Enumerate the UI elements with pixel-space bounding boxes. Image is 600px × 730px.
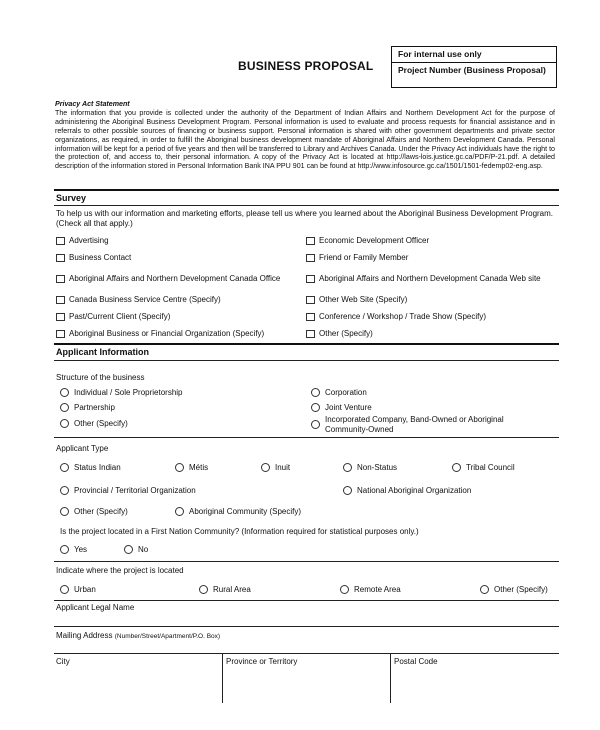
radio[interactable] — [311, 388, 320, 397]
option-label: Aboriginal Business or Financial Organization (Specify) — [69, 329, 265, 338]
option-label: Other (Specify) — [74, 419, 128, 428]
option-label: Other (Specify) — [74, 507, 128, 516]
option-label: Tribal Council — [466, 463, 515, 472]
structure-option[interactable] — [311, 415, 521, 435]
radio[interactable] — [343, 486, 352, 495]
project-number-label: Project Number (Business Proposal) — [398, 65, 546, 75]
type-option[interactable] — [60, 507, 128, 516]
radio[interactable] — [60, 419, 69, 428]
type-option[interactable] — [343, 486, 471, 495]
checkbox[interactable] — [306, 275, 315, 283]
first-nation-yes[interactable] — [60, 545, 87, 554]
location-option[interactable] — [340, 585, 401, 594]
type-option[interactable] — [452, 463, 515, 472]
first-nation-question: Is the project located in a First Nation Community? (Information required for statistical purposes only.) — [60, 527, 419, 536]
structure-option[interactable] — [60, 388, 183, 397]
city-field[interactable]: City — [56, 657, 70, 666]
survey-option[interactable] — [306, 274, 541, 283]
radio[interactable] — [199, 585, 208, 594]
option-label: Past/Current Client (Specify) — [69, 312, 171, 321]
applicant-heading-rule — [54, 360, 559, 361]
survey-heading-rule — [54, 205, 559, 206]
option-label: Aboriginal Affairs and Northern Development Canada Web site — [319, 274, 541, 283]
type-option[interactable] — [343, 463, 397, 472]
option-label: Aboriginal Community (Specify) — [189, 507, 302, 516]
location-option[interactable] — [60, 585, 96, 594]
rule-location — [54, 600, 559, 601]
option-label: Partnership — [74, 403, 115, 412]
postal-code-field[interactable]: Postal Code — [394, 657, 438, 666]
option-label: Remote Area — [354, 585, 401, 594]
rule-first-nation — [54, 561, 559, 562]
option-label: Joint Venture — [325, 403, 372, 412]
option-label: Other (Specify) — [494, 585, 548, 594]
radio[interactable] — [60, 545, 69, 554]
survey-option[interactable] — [306, 329, 373, 338]
option-label: Urban — [74, 585, 96, 594]
survey-option[interactable] — [306, 253, 408, 262]
option-label: Other (Specify) — [319, 329, 373, 338]
option-label: Non-Status — [357, 463, 398, 472]
survey-option[interactable] — [306, 295, 407, 304]
mailing-address-field[interactable] — [56, 631, 220, 642]
first-nation-no[interactable] — [124, 545, 148, 554]
structure-option[interactable] — [60, 403, 115, 412]
option-label: Corporation — [325, 388, 367, 397]
option-label: Provincial / Territorial Organization — [74, 486, 196, 495]
radio[interactable] — [60, 388, 69, 397]
type-option[interactable] — [60, 463, 121, 472]
location-label: Indicate where the project is located — [56, 566, 184, 575]
type-option[interactable] — [261, 463, 290, 472]
radio[interactable] — [60, 403, 69, 412]
radio[interactable] — [175, 507, 184, 516]
survey-option[interactable] — [306, 312, 486, 321]
checkbox[interactable] — [306, 296, 315, 304]
radio[interactable] — [124, 545, 133, 554]
structure-option[interactable] — [311, 403, 372, 412]
structure-option[interactable] — [311, 388, 367, 397]
option-label: Other Web Site (Specify) — [319, 295, 408, 304]
location-option[interactable] — [199, 585, 251, 594]
option-label: Economic Development Officer — [319, 236, 430, 245]
checkbox[interactable] — [56, 237, 65, 245]
rule-structure — [54, 437, 559, 438]
privacy-heading: Privacy Act Statement — [55, 100, 130, 108]
privacy-statement — [55, 100, 555, 171]
radio[interactable] — [261, 463, 270, 472]
structure-label: Structure of the business — [56, 373, 145, 382]
location-option[interactable] — [480, 585, 548, 594]
option-label: Friend or Family Member — [319, 253, 409, 262]
province-field[interactable]: Province or Territory — [226, 657, 298, 666]
option-label: Status Indian — [74, 463, 121, 472]
mailing-address-hint: (Number/Street/Apartment/P.O. Box) — [114, 633, 221, 640]
option-label: Rural Area — [213, 585, 251, 594]
survey-option[interactable] — [56, 329, 264, 338]
applicant-type-label: Applicant Type — [56, 444, 109, 453]
internal-use-label: For internal use only — [392, 47, 556, 63]
checkbox[interactable] — [306, 254, 315, 262]
radio[interactable] — [480, 585, 489, 594]
survey-option[interactable] — [56, 253, 131, 262]
structure-option[interactable] — [60, 419, 128, 428]
survey-option[interactable] — [56, 274, 280, 283]
legal-name-field[interactable]: Applicant Legal Name — [56, 603, 135, 612]
radio[interactable] — [175, 463, 184, 472]
rule-legal-name — [54, 626, 559, 627]
radio[interactable] — [60, 585, 69, 594]
checkbox[interactable] — [306, 237, 315, 245]
radio[interactable] — [311, 403, 320, 412]
option-label: Conference / Workshop / Trade Show (Specify) — [319, 312, 487, 321]
option-label: Yes — [74, 545, 88, 554]
rule-mailing — [54, 653, 559, 654]
survey-option[interactable] — [56, 236, 109, 245]
checkbox[interactable] — [56, 296, 65, 304]
survey-intro: To help us with our information and marketing efforts, please tell us where you learned about the Aboriginal Business Development Program. (Check all that apply.) — [56, 209, 554, 228]
radio[interactable] — [343, 463, 352, 472]
option-label: Individual / Sole Proprietorship — [74, 388, 183, 397]
survey-top-rule — [54, 189, 559, 191]
survey-option[interactable] — [56, 295, 221, 304]
mailing-address-label: Mailing Address — [56, 631, 113, 640]
option-label: National Aboriginal Organization — [357, 486, 472, 495]
checkbox[interactable] — [306, 330, 315, 338]
option-label: Incorporated Company, Band-Owned or Aboriginal Community-Owned — [325, 415, 504, 434]
option-label: Aboriginal Affairs and Northern Development Canada Office — [69, 274, 281, 283]
option-label: Canada Business Service Centre (Specify) — [69, 295, 221, 304]
type-option[interactable] — [175, 507, 301, 516]
survey-option[interactable] — [306, 236, 429, 245]
checkbox[interactable] — [56, 313, 65, 321]
privacy-body: The information that you provide is collected under the authority of the Department of Indian Affairs and Northern Development Act for the purpose of administering the Aboriginal Business Development Program. Personal information is used to evaluate and process requests for financial assistance and in referrals to other possible sources of financing or business support. Personal information is shared with other government departments and private sector organizations, as required, in order to fulfill the Aboriginal business development mandate of Aboriginal Affairs and Northern Development Canada. Personal information will be kept for a period of five years and then will be transferred to Library and Archives Canada. Under the Privacy Act individuals have the right to the protection of, and access to, their personal information. A copy of the Privacy Act is located at http://laws-lois.justice.gc.ca/PDF/P-21.pdf. A detailed description of the information stored in Personal Information Bank INA PPU 901 can be found at http://www.infosource.gc.ca/1501/1501-fedemp02-eng.asp. — [55, 108, 555, 171]
radio[interactable] — [452, 463, 461, 472]
option-label: No — [138, 545, 149, 554]
radio[interactable] — [60, 507, 69, 516]
city-divider — [222, 653, 223, 703]
form-title: BUSINESS PROPOSAL — [238, 59, 374, 73]
applicant-top-rule — [54, 343, 559, 345]
checkbox[interactable] — [306, 313, 315, 321]
type-option[interactable] — [60, 486, 196, 495]
option-label: Métis — [189, 463, 209, 472]
radio[interactable] — [311, 420, 320, 429]
option-label: Inuit — [275, 463, 291, 472]
checkbox[interactable] — [56, 330, 65, 338]
province-divider — [390, 653, 391, 703]
checkbox[interactable] — [56, 254, 65, 262]
survey-heading: Survey — [56, 193, 87, 203]
survey-option[interactable] — [56, 312, 170, 321]
radio[interactable] — [340, 585, 349, 594]
type-option[interactable] — [175, 463, 208, 472]
internal-use-box — [391, 46, 557, 88]
radio[interactable] — [60, 463, 69, 472]
radio[interactable] — [60, 486, 69, 495]
applicant-heading: Applicant Information — [56, 347, 149, 357]
option-label: Advertising — [69, 236, 109, 245]
option-label: Business Contact — [69, 253, 132, 262]
checkbox[interactable] — [56, 275, 65, 283]
